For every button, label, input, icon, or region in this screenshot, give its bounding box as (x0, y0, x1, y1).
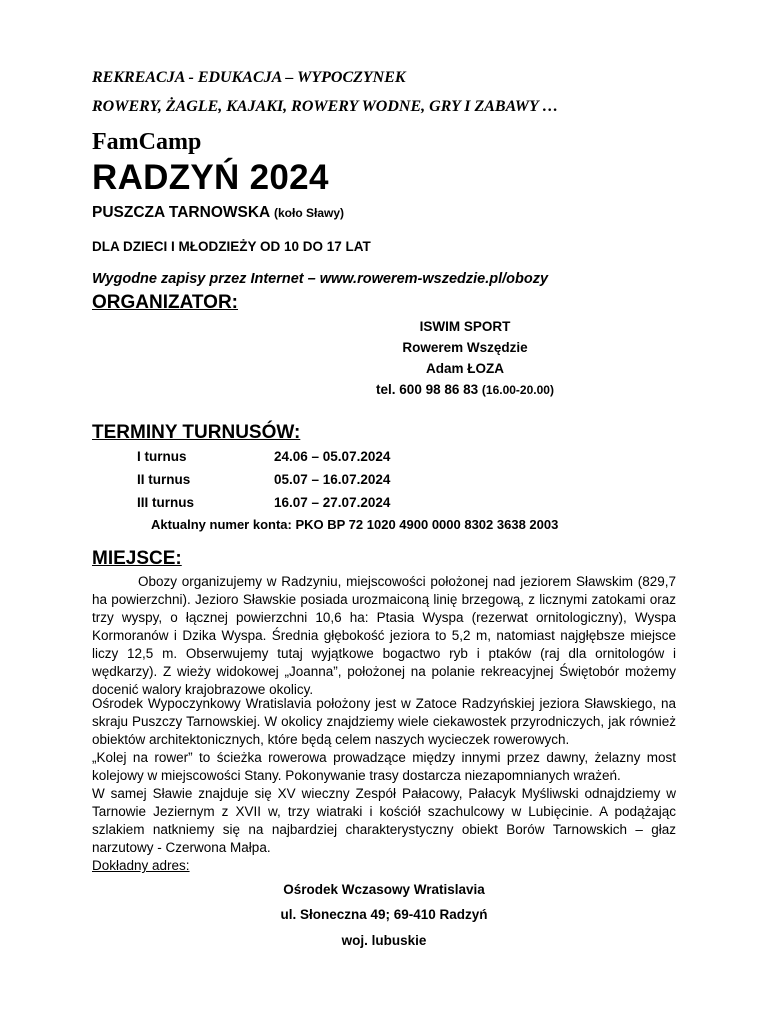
term-name: III turnus (137, 495, 194, 510)
bank-account: Aktualny numer konta: PKO BP 72 1020 4900 0000 8302 3638 2003 (151, 517, 559, 532)
term-dates: 16.07 – 27.07.2024 (274, 495, 391, 510)
address-region: woj. lubuskie (341, 933, 427, 948)
term-dates: 05.07 – 16.07.2024 (274, 472, 391, 487)
organizer-phone (300, 382, 630, 397)
phone-number: tel. 600 98 86 83 (376, 382, 479, 397)
subtitle (92, 204, 344, 222)
address-venue: Ośrodek Wczasowy Wratislavia (283, 882, 485, 897)
term-dates: 24.06 – 05.07.2024 (274, 449, 391, 464)
brand-name: FamCamp (92, 129, 202, 155)
page-title: RADZYŃ 2024 (92, 158, 329, 197)
organizer-heading: ORGANIZATOR: (92, 292, 239, 313)
phone-hours: (16.00-20.00) (481, 383, 554, 397)
term-name: II turnus (137, 472, 191, 487)
address-label: Dokładny adres: (92, 858, 190, 873)
address-street: ul. Słoneczna 49; 69-410 Radzyń (280, 907, 488, 922)
place-paragraph: „Kolej na rower” to ścieżka rowerowa prowadzące między innymi przez dawny, żelazny most kolejowy w miejscowości Stany. Pokonywanie trasy dostarcza niezapomnianych wrażeń. (92, 750, 676, 783)
subtitle-note: (koło Sławy) (273, 206, 344, 220)
tagline-activities: ROWERY, ŻAGLE, KAJAKI, ROWERY WODNE, GRY I ZABAWY … (92, 98, 559, 115)
organizer-person: Adam ŁOZA (425, 361, 504, 376)
term-name: I turnus (137, 449, 187, 464)
place-paragraph: W samej Sławie znajduje się XV wieczny Zespół Pałacowy, Pałacyk Myśliwski odnajdziemy w Tarnowie Jeziernym z XVII w, trzy wiatraki i kościół szachulcowy w Lubięcinie. A podążając szlakiem natkniemy się na najbardziej charakterystyczny obiekt Borów Tarnowskich – głaz narzutowy - Czerwona Małpa. (92, 786, 676, 855)
place-heading: MIEJSCE: (92, 548, 182, 569)
age-info: DLA DZIECI I MŁODZIEŻY OD 10 DO 17 LAT (92, 239, 371, 254)
terms-heading: TERMINY TURNUSÓW: (92, 422, 301, 443)
organizer-company: ISWIM SPORT (419, 319, 511, 334)
organizer-brand: Rowerem Wszędzie (402, 340, 528, 355)
place-paragraph: Obozy organizujemy w Radzyniu, miejscowości położonej nad jeziorem Sławskim (829,7 ha powierzchni). Jezioro Sławskie posiada urozmaiconą linię brzegową, z licznymi zatokami oraz trzy wyspy, o łącznej powierzchni 10,6 ha: Ptasia Wyspa (rezerwat ornitologiczny), Wyspa Kormoranów i Dzika Wyspa. Średnia głębokość jeziora to 5,2 m, natomiast najgłębsze miejsce liczy 12,5 m. Obserwujemy tutaj wyjątkowe bogactwo ryb i ptaków (raj dla ornitologów i wędkarzy). Z wieży widokowej „Joanna”, położonej na polanie rekreacyjnej Świętobór możemy docenić walory krajobrazowe okolicy. (92, 574, 676, 697)
subtitle-main: PUSZCZA TARNOWSKA (92, 204, 270, 221)
signup-info: Wygodne zapisy przez Internet – www.rowerem-wszedzie.pl/obozy (92, 271, 549, 287)
place-paragraph: Ośrodek Wypoczynkowy Wratislavia położony jest w Zatoce Radzyńskiej jeziora Sławskiego, na skraju Puszczy Tarnowskiej. W okolicy znajdziemy wiele ciekawostek przyrodniczych, jak również obiektów architektonicznych, które będą celem naszych wycieczek rowerowych. (92, 696, 676, 747)
tagline-recreation: REKREACJA - EDUKACJA – WYPOCZYNEK (92, 69, 406, 86)
